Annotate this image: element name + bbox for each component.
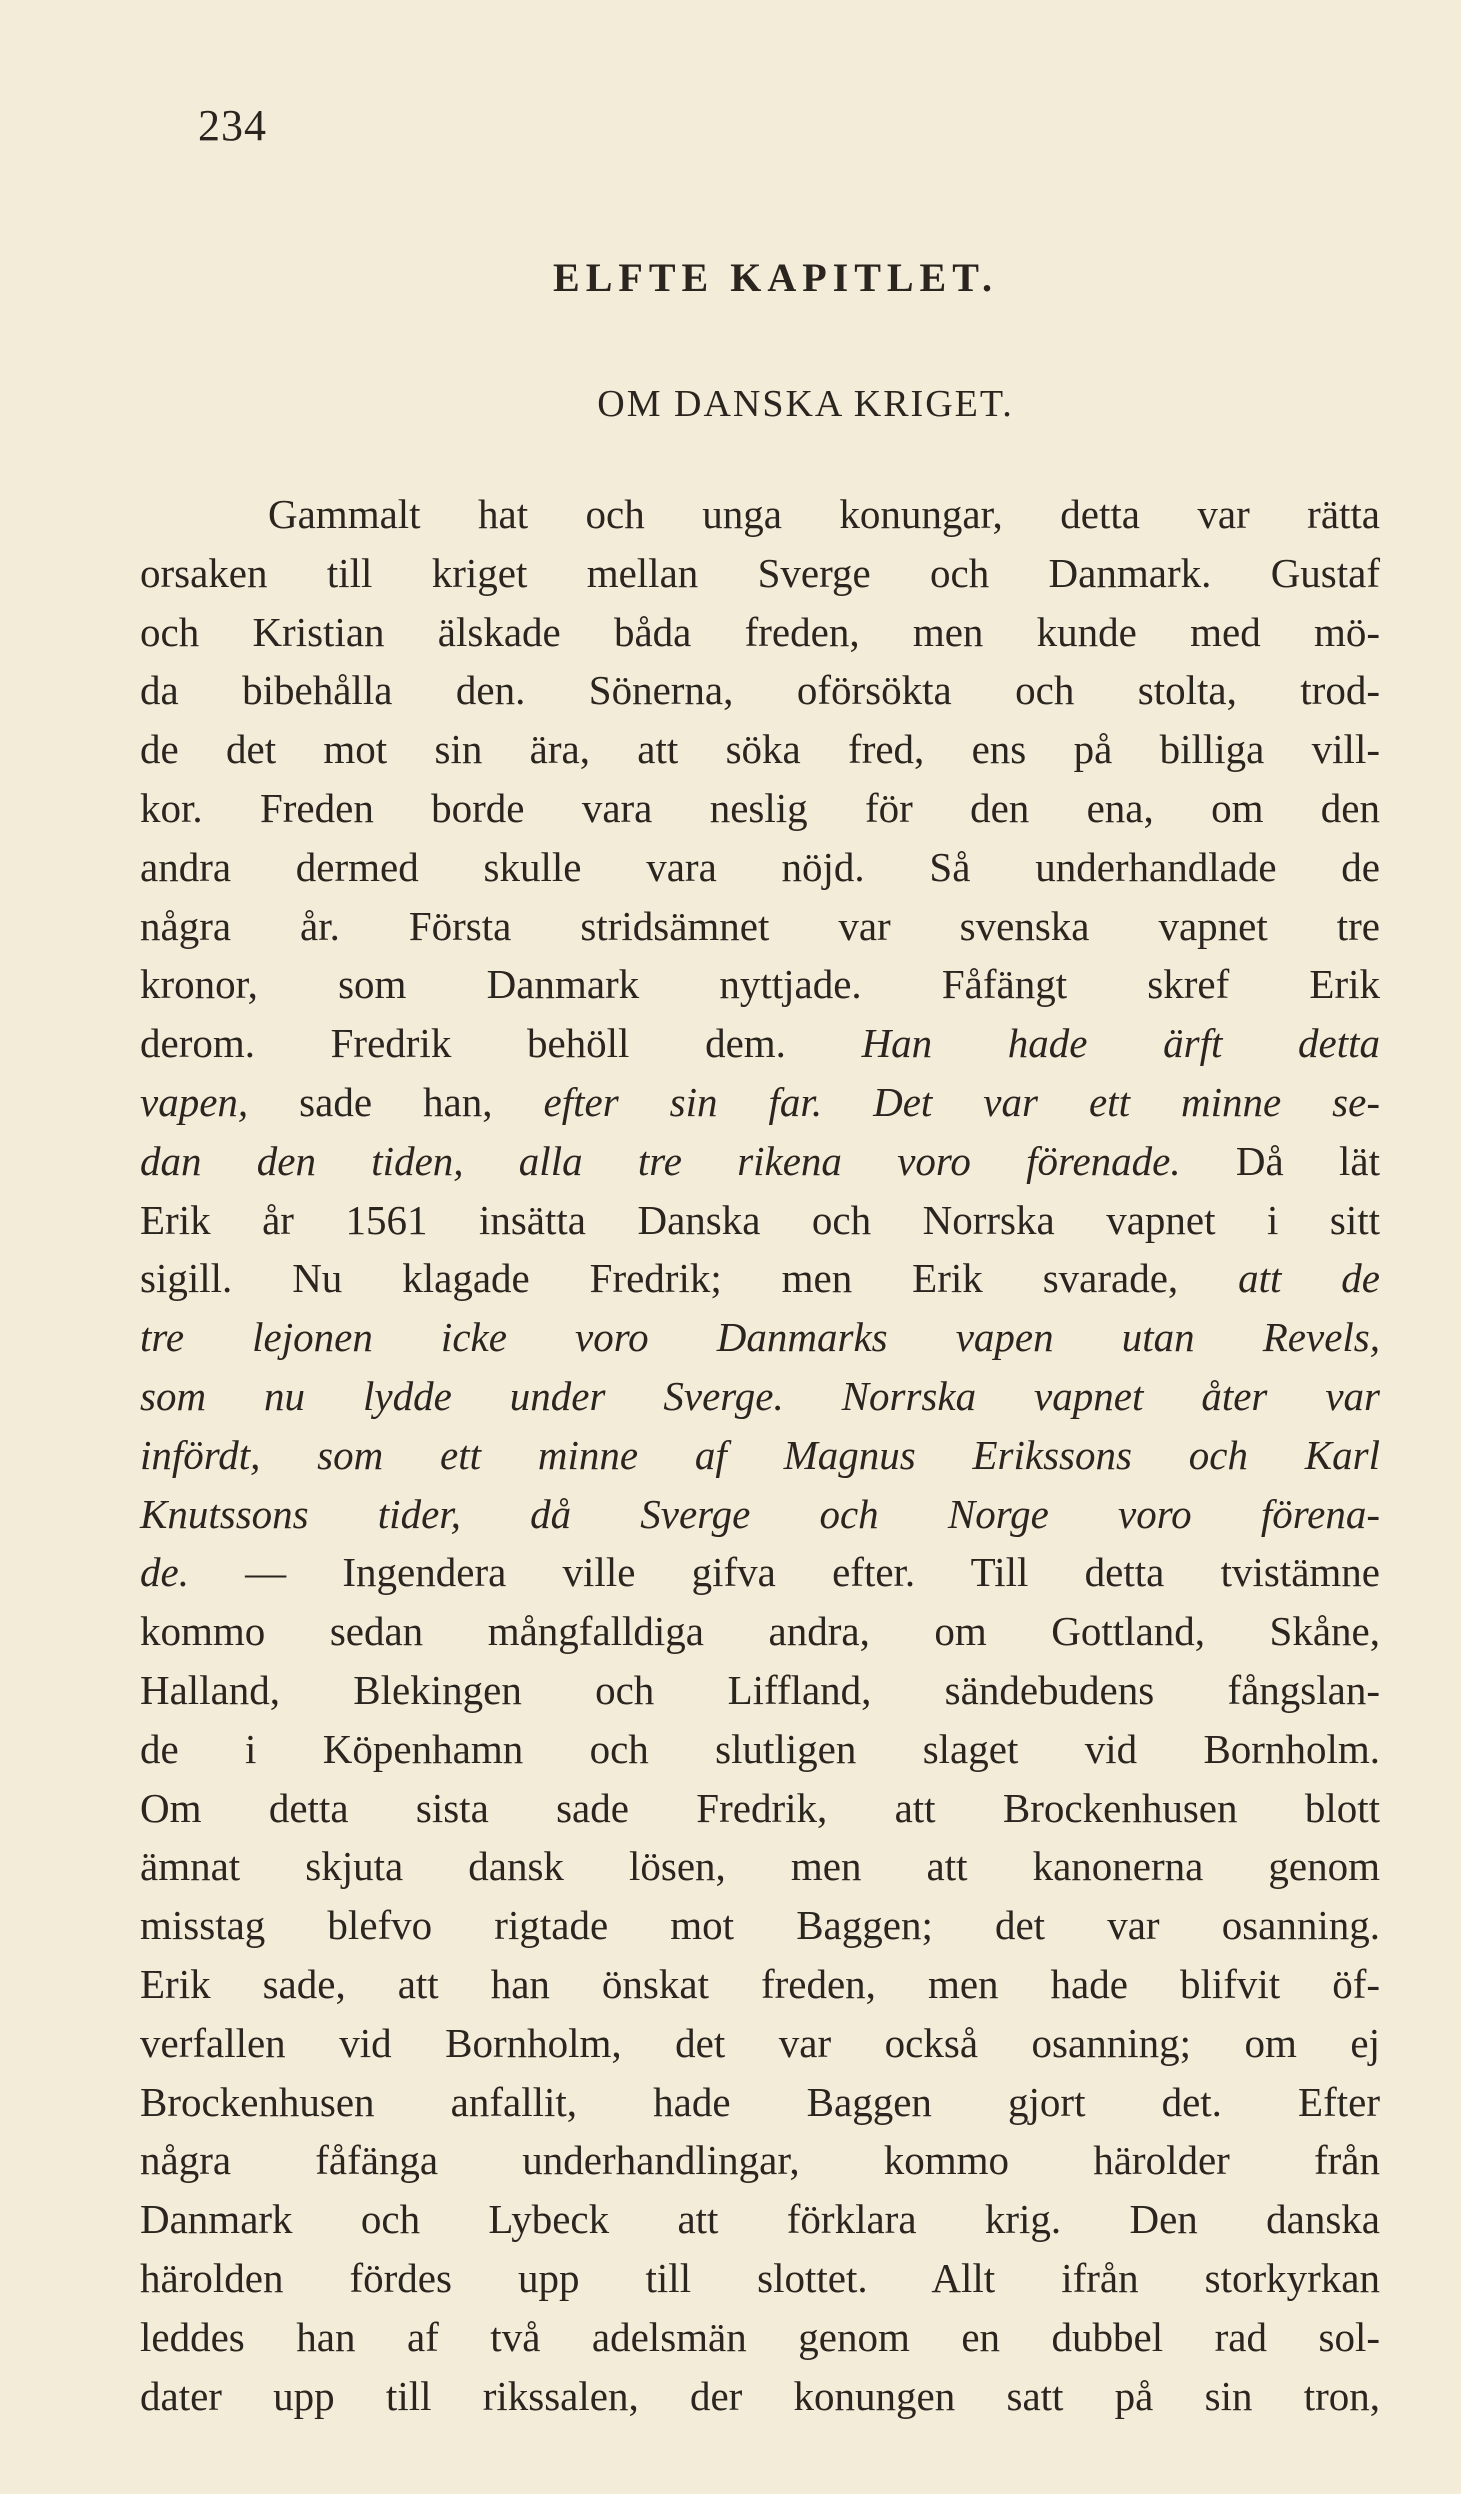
- text-segment: ämnat skjuta dansk lösen, men att kanonerna genom: [140, 1843, 1380, 1890]
- text-line: [140, 720, 1380, 779]
- text-segment: några fåfänga underhandlingar, kommo härolder från: [140, 2137, 1380, 2184]
- text-line: [140, 1073, 1380, 1132]
- text-segment: misstag blefvo rigtade mot Baggen; det var osanning.: [140, 1902, 1380, 1949]
- text-segment: dater upp till rikssalen, der konungen satt på sin tron,: [140, 2372, 1380, 2419]
- italic-text-segment: infördt, som ett minne af Magnus Erikssons och Karl: [140, 1431, 1380, 1478]
- text-line: [140, 1837, 1380, 1896]
- text-line: [140, 1308, 1380, 1367]
- text-line: [140, 1485, 1380, 1544]
- text-line: [140, 1779, 1380, 1838]
- text-line: [140, 2014, 1380, 2073]
- text-line: [140, 603, 1380, 662]
- italic-text-segment: vapen,: [140, 1078, 249, 1125]
- text-line: [140, 838, 1380, 897]
- text-segment: leddes han af två adelsmän genom en dubbel rad sol-: [140, 2313, 1380, 2360]
- text-segment: verfallen vid Bornholm, det var också osanning; om ej: [140, 2019, 1380, 2066]
- italic-text-segment: de.: [140, 1549, 189, 1596]
- text-segment: — Ingendera ville gifva efter. Till detta tvistämne: [188, 1549, 1380, 1596]
- text-line: [140, 661, 1380, 720]
- text-segment: och Kristian älskade båda freden, men kunde med mö-: [140, 608, 1380, 655]
- text-line: [140, 1543, 1380, 1602]
- text-segment: Då lät: [1180, 1137, 1380, 1184]
- text-segment: Brockenhusen anfallit, hade Baggen gjort det. Efter: [140, 2078, 1380, 2125]
- body-text: [140, 485, 1380, 2425]
- text-line: [140, 955, 1380, 1014]
- text-segment: härolden fördes upp till slottet. Allt ifrån storkyrkan: [140, 2254, 1380, 2301]
- text-line: [140, 544, 1380, 603]
- italic-text-segment: efter sin far. Det var ett minne se-: [543, 1078, 1380, 1125]
- italic-text-segment: Knutssons tider, då Sverge och Norge voro förena-: [140, 1490, 1380, 1537]
- text-segment: kommo sedan mångfalldiga andra, om Gottland, Skåne,: [140, 1608, 1380, 1655]
- text-line: [140, 1720, 1380, 1779]
- text-line: [140, 2308, 1380, 2367]
- text-line: [140, 2249, 1380, 2308]
- italic-text-segment: som nu lydde under Sverge. Norrska vapnet åter var: [140, 1372, 1380, 1419]
- text-segment: sigill. Nu klagade Fredrik; men Erik svarade,: [140, 1255, 1239, 1302]
- text-segment: kor. Freden borde vara neslig för den ena, om den: [140, 784, 1380, 831]
- text-line: [140, 1426, 1380, 1485]
- page-number: 234: [198, 101, 267, 150]
- text-segment: Om detta sista sade Fredrik, att Brockenhusen blott: [140, 1784, 1380, 1831]
- text-line: [140, 2073, 1380, 2132]
- text-line: [140, 1955, 1380, 2014]
- text-line: [140, 1132, 1380, 1191]
- text-segment: kronor, som Danmark nyttjade. Fåfängt skref Erik: [140, 961, 1380, 1008]
- text-segment: Danmark och Lybeck att förklara krig. Den danska: [140, 2196, 1380, 2243]
- text-line: [140, 485, 1380, 544]
- italic-text-segment: Han hade ärft detta: [861, 1020, 1380, 1067]
- text-segment: Halland, Blekingen och Liffland, sändebudens fångslan-: [140, 1666, 1380, 1713]
- text-segment: sade han,: [248, 1078, 544, 1125]
- italic-text-segment: dan den tiden, alla tre rikena voro förenade.: [140, 1137, 1181, 1184]
- text-segment: orsaken till kriget mellan Sverge och Danmark. Gustaf: [140, 549, 1380, 596]
- text-segment: andra dermed skulle vara nöjd. Så underhandlade de: [140, 843, 1380, 890]
- text-segment: de i Köpenhamn och slutligen slaget vid Bornholm.: [140, 1725, 1380, 1772]
- text-segment: derom. Fredrik behöll dem.: [140, 1020, 862, 1067]
- text-segment: Gammalt hat och unga konungar, detta var rätta: [268, 491, 1380, 537]
- text-line: [140, 779, 1380, 838]
- text-segment: några år. Första stridsämnet var svenska vapnet tre: [140, 902, 1380, 949]
- italic-text-segment: tre lejonen icke voro Danmarks vapen utan Revels,: [140, 1314, 1380, 1361]
- chapter-heading: ELFTE KAPITLET.: [553, 255, 998, 300]
- text-line: [140, 2131, 1380, 2190]
- text-line: [140, 1602, 1380, 1661]
- text-line: [140, 1249, 1380, 1308]
- text-segment: de det mot sin ära, att söka fred, ens på billiga vill-: [140, 726, 1380, 773]
- text-line: [140, 2367, 1380, 2426]
- italic-text-segment: att de: [1238, 1255, 1380, 1302]
- text-line: [140, 2190, 1380, 2249]
- text-line: [140, 1014, 1380, 1073]
- text-line: [140, 1661, 1380, 1720]
- chapter-subtitle: OM DANSKA KRIGET.: [597, 383, 1014, 425]
- text-line: [140, 1191, 1380, 1250]
- text-line: [140, 1896, 1380, 1955]
- text-segment: Erik sade, att han önskat freden, men hade blifvit öf-: [140, 1960, 1380, 2007]
- text-line: [140, 1367, 1380, 1426]
- text-line: [140, 897, 1380, 956]
- text-segment: da bibehålla den. Sönerna, oförsökta och stolta, trod-: [140, 667, 1380, 714]
- text-segment: Erik år 1561 insätta Danska och Norrska vapnet i sitt: [140, 1196, 1380, 1243]
